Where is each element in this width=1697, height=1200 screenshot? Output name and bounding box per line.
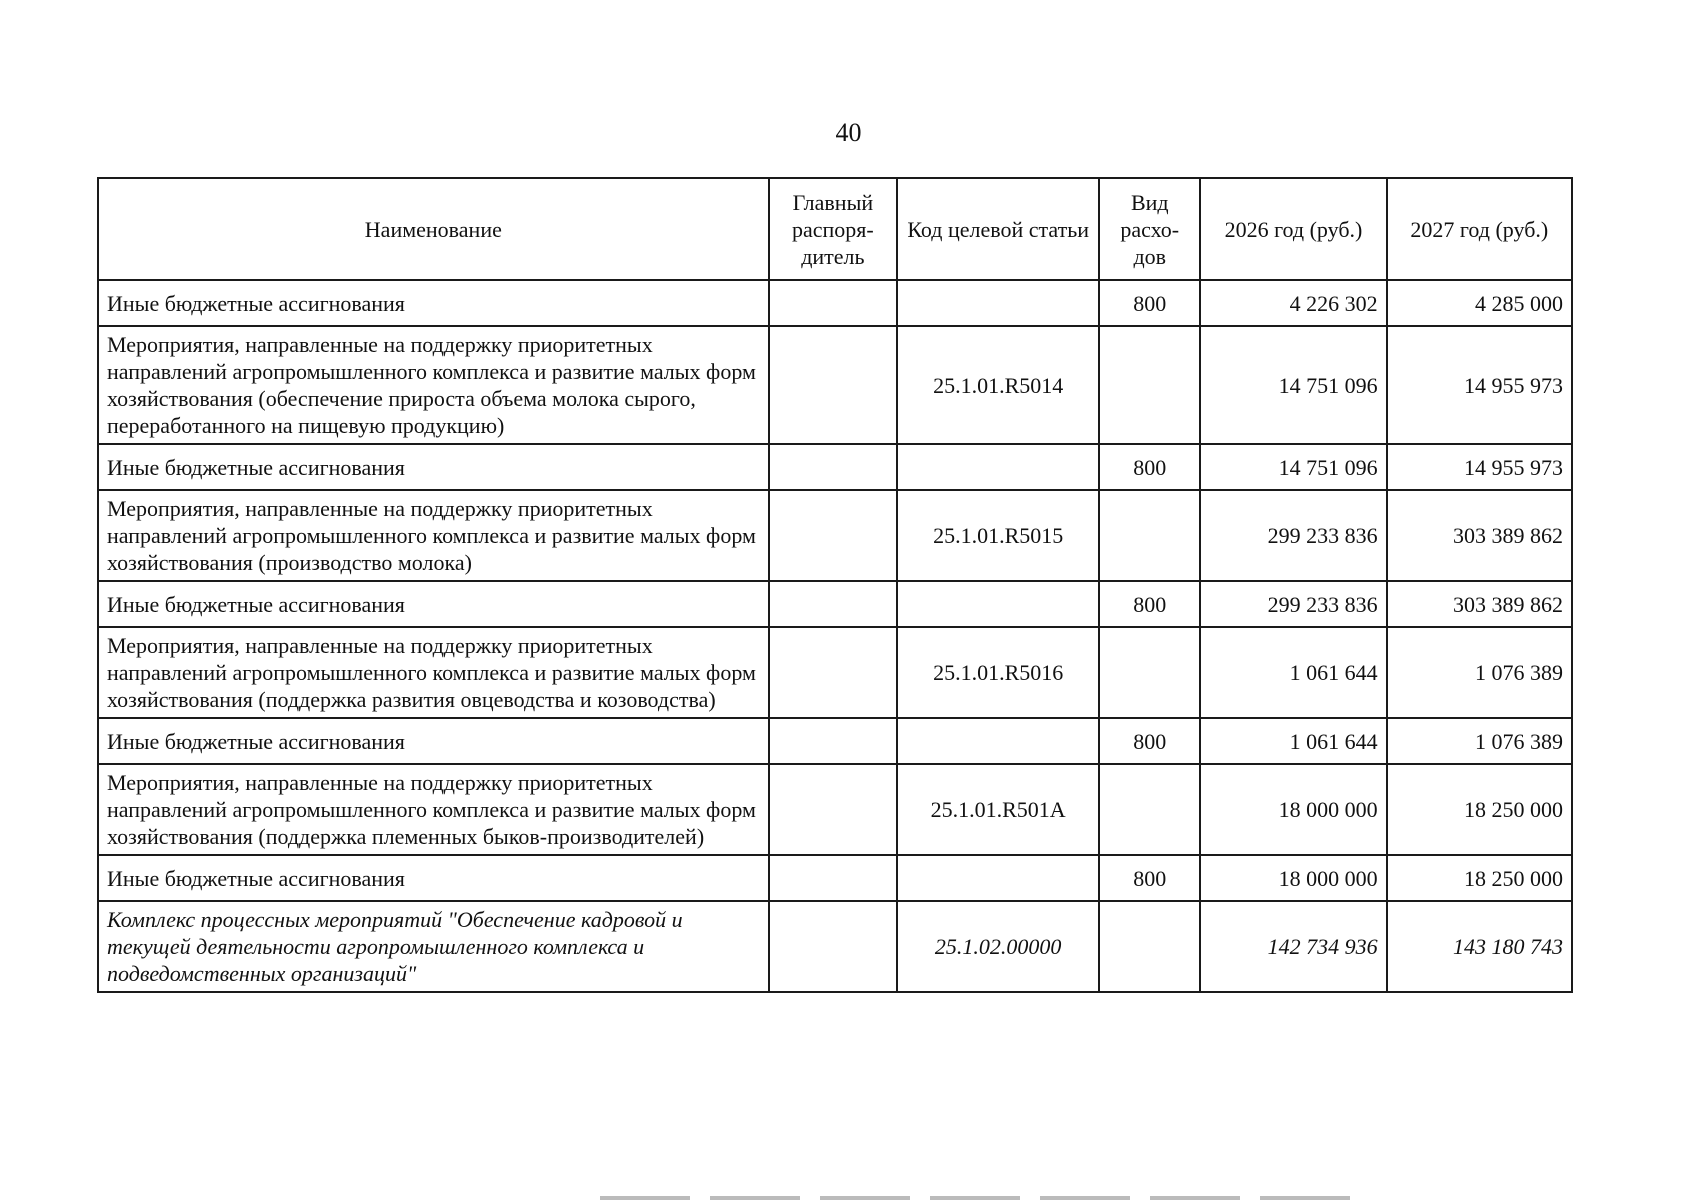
cell-2026: 4 226 302 [1200, 280, 1386, 326]
header-expense-type: Вид расхо-дов [1099, 178, 1200, 280]
cell-code: 25.1.02.00000 [897, 901, 1099, 992]
cell-2027: 303 389 862 [1387, 581, 1572, 627]
table-row [98, 280, 1572, 326]
header-manager: Главный распоря-дитель [769, 178, 897, 280]
header-2027: 2027 год (руб.) [1387, 178, 1572, 280]
cell-2026: 142 734 936 [1200, 901, 1386, 992]
table-row [98, 581, 1572, 627]
cell-manager [769, 901, 897, 992]
cell-manager [769, 326, 897, 444]
cell-code [897, 718, 1099, 764]
cell-2027: 143 180 743 [1387, 901, 1572, 992]
cell-code [897, 855, 1099, 901]
cell-manager [769, 855, 897, 901]
cell-2026: 299 233 836 [1200, 490, 1386, 581]
scan-artifact [600, 1196, 1360, 1200]
cell-2027: 14 955 973 [1387, 444, 1572, 490]
header-name: Наименование [98, 178, 769, 280]
cell-expense-type: 800 [1099, 718, 1200, 764]
cell-code: 25.1.01.R5015 [897, 490, 1099, 581]
cell-name: Мероприятия, направленные на поддержку приоритетных направлений агропромышленного комплекса и развитие малых форм хозяйствования (поддержка племенных быков-производителей) [98, 764, 769, 855]
cell-manager [769, 718, 897, 764]
cell-2026: 18 000 000 [1200, 764, 1386, 855]
header-2026: 2026 год (руб.) [1200, 178, 1386, 280]
cell-code [897, 444, 1099, 490]
cell-expense-type [1099, 627, 1200, 718]
cell-2027: 1 076 389 [1387, 627, 1572, 718]
cell-manager [769, 627, 897, 718]
cell-expense-type [1099, 901, 1200, 992]
cell-2026: 14 751 096 [1200, 326, 1386, 444]
cell-name: Иные бюджетные ассигнования [98, 581, 769, 627]
cell-expense-type: 800 [1099, 444, 1200, 490]
cell-name: Мероприятия, направленные на поддержку приоритетных направлений агропромышленного комплекса и развитие малых форм хозяйствования (поддержка развития овцеводства и козоводства) [98, 627, 769, 718]
table-row [98, 444, 1572, 490]
cell-expense-type [1099, 764, 1200, 855]
cell-name: Иные бюджетные ассигнования [98, 444, 769, 490]
cell-name: Мероприятия, направленные на поддержку приоритетных направлений агропромышленного комплекса и развитие малых форм хозяйствования (обеспечение прироста объема молока сырого, переработанного на пищевую продукцию) [98, 326, 769, 444]
cell-name: Иные бюджетные ассигнования [98, 280, 769, 326]
cell-2027: 14 955 973 [1387, 326, 1572, 444]
table-row [98, 764, 1572, 855]
cell-expense-type: 800 [1099, 581, 1200, 627]
cell-expense-type [1099, 490, 1200, 581]
table-row [98, 901, 1572, 992]
cell-expense-type: 800 [1099, 280, 1200, 326]
header-code: Код целевой статьи [897, 178, 1099, 280]
cell-2026: 18 000 000 [1200, 855, 1386, 901]
cell-2026: 1 061 644 [1200, 718, 1386, 764]
cell-expense-type [1099, 326, 1200, 444]
cell-2027: 18 250 000 [1387, 855, 1572, 901]
cell-name: Комплекс процессных мероприятий "Обеспечение кадровой и текущей деятельности агропромышленного комплекса и подведомственных организаций" [98, 901, 769, 992]
cell-2027: 18 250 000 [1387, 764, 1572, 855]
cell-manager [769, 581, 897, 627]
cell-manager [769, 764, 897, 855]
cell-manager [769, 490, 897, 581]
cell-2026: 1 061 644 [1200, 627, 1386, 718]
cell-name: Иные бюджетные ассигнования [98, 855, 769, 901]
cell-2026: 14 751 096 [1200, 444, 1386, 490]
cell-name: Иные бюджетные ассигнования [98, 718, 769, 764]
cell-name: Мероприятия, направленные на поддержку приоритетных направлений агропромышленного комплекса и развитие малых форм хозяйствования (производство молока) [98, 490, 769, 581]
cell-2027: 303 389 862 [1387, 490, 1572, 581]
cell-2026: 299 233 836 [1200, 581, 1386, 627]
cell-code: 25.1.01.R501A [897, 764, 1099, 855]
budget-table [97, 177, 1573, 993]
cell-manager [769, 280, 897, 326]
cell-code: 25.1.01.R5014 [897, 326, 1099, 444]
table-row [98, 490, 1572, 581]
table-row [98, 855, 1572, 901]
table-row [98, 718, 1572, 764]
table-row [98, 627, 1572, 718]
table-row [98, 326, 1572, 444]
cell-code: 25.1.01.R5016 [897, 627, 1099, 718]
page-number: 40 [835, 118, 862, 147]
table-header-row [98, 178, 1572, 280]
cell-manager [769, 444, 897, 490]
cell-2027: 1 076 389 [1387, 718, 1572, 764]
cell-expense-type: 800 [1099, 855, 1200, 901]
cell-code [897, 581, 1099, 627]
cell-2027: 4 285 000 [1387, 280, 1572, 326]
cell-code [897, 280, 1099, 326]
